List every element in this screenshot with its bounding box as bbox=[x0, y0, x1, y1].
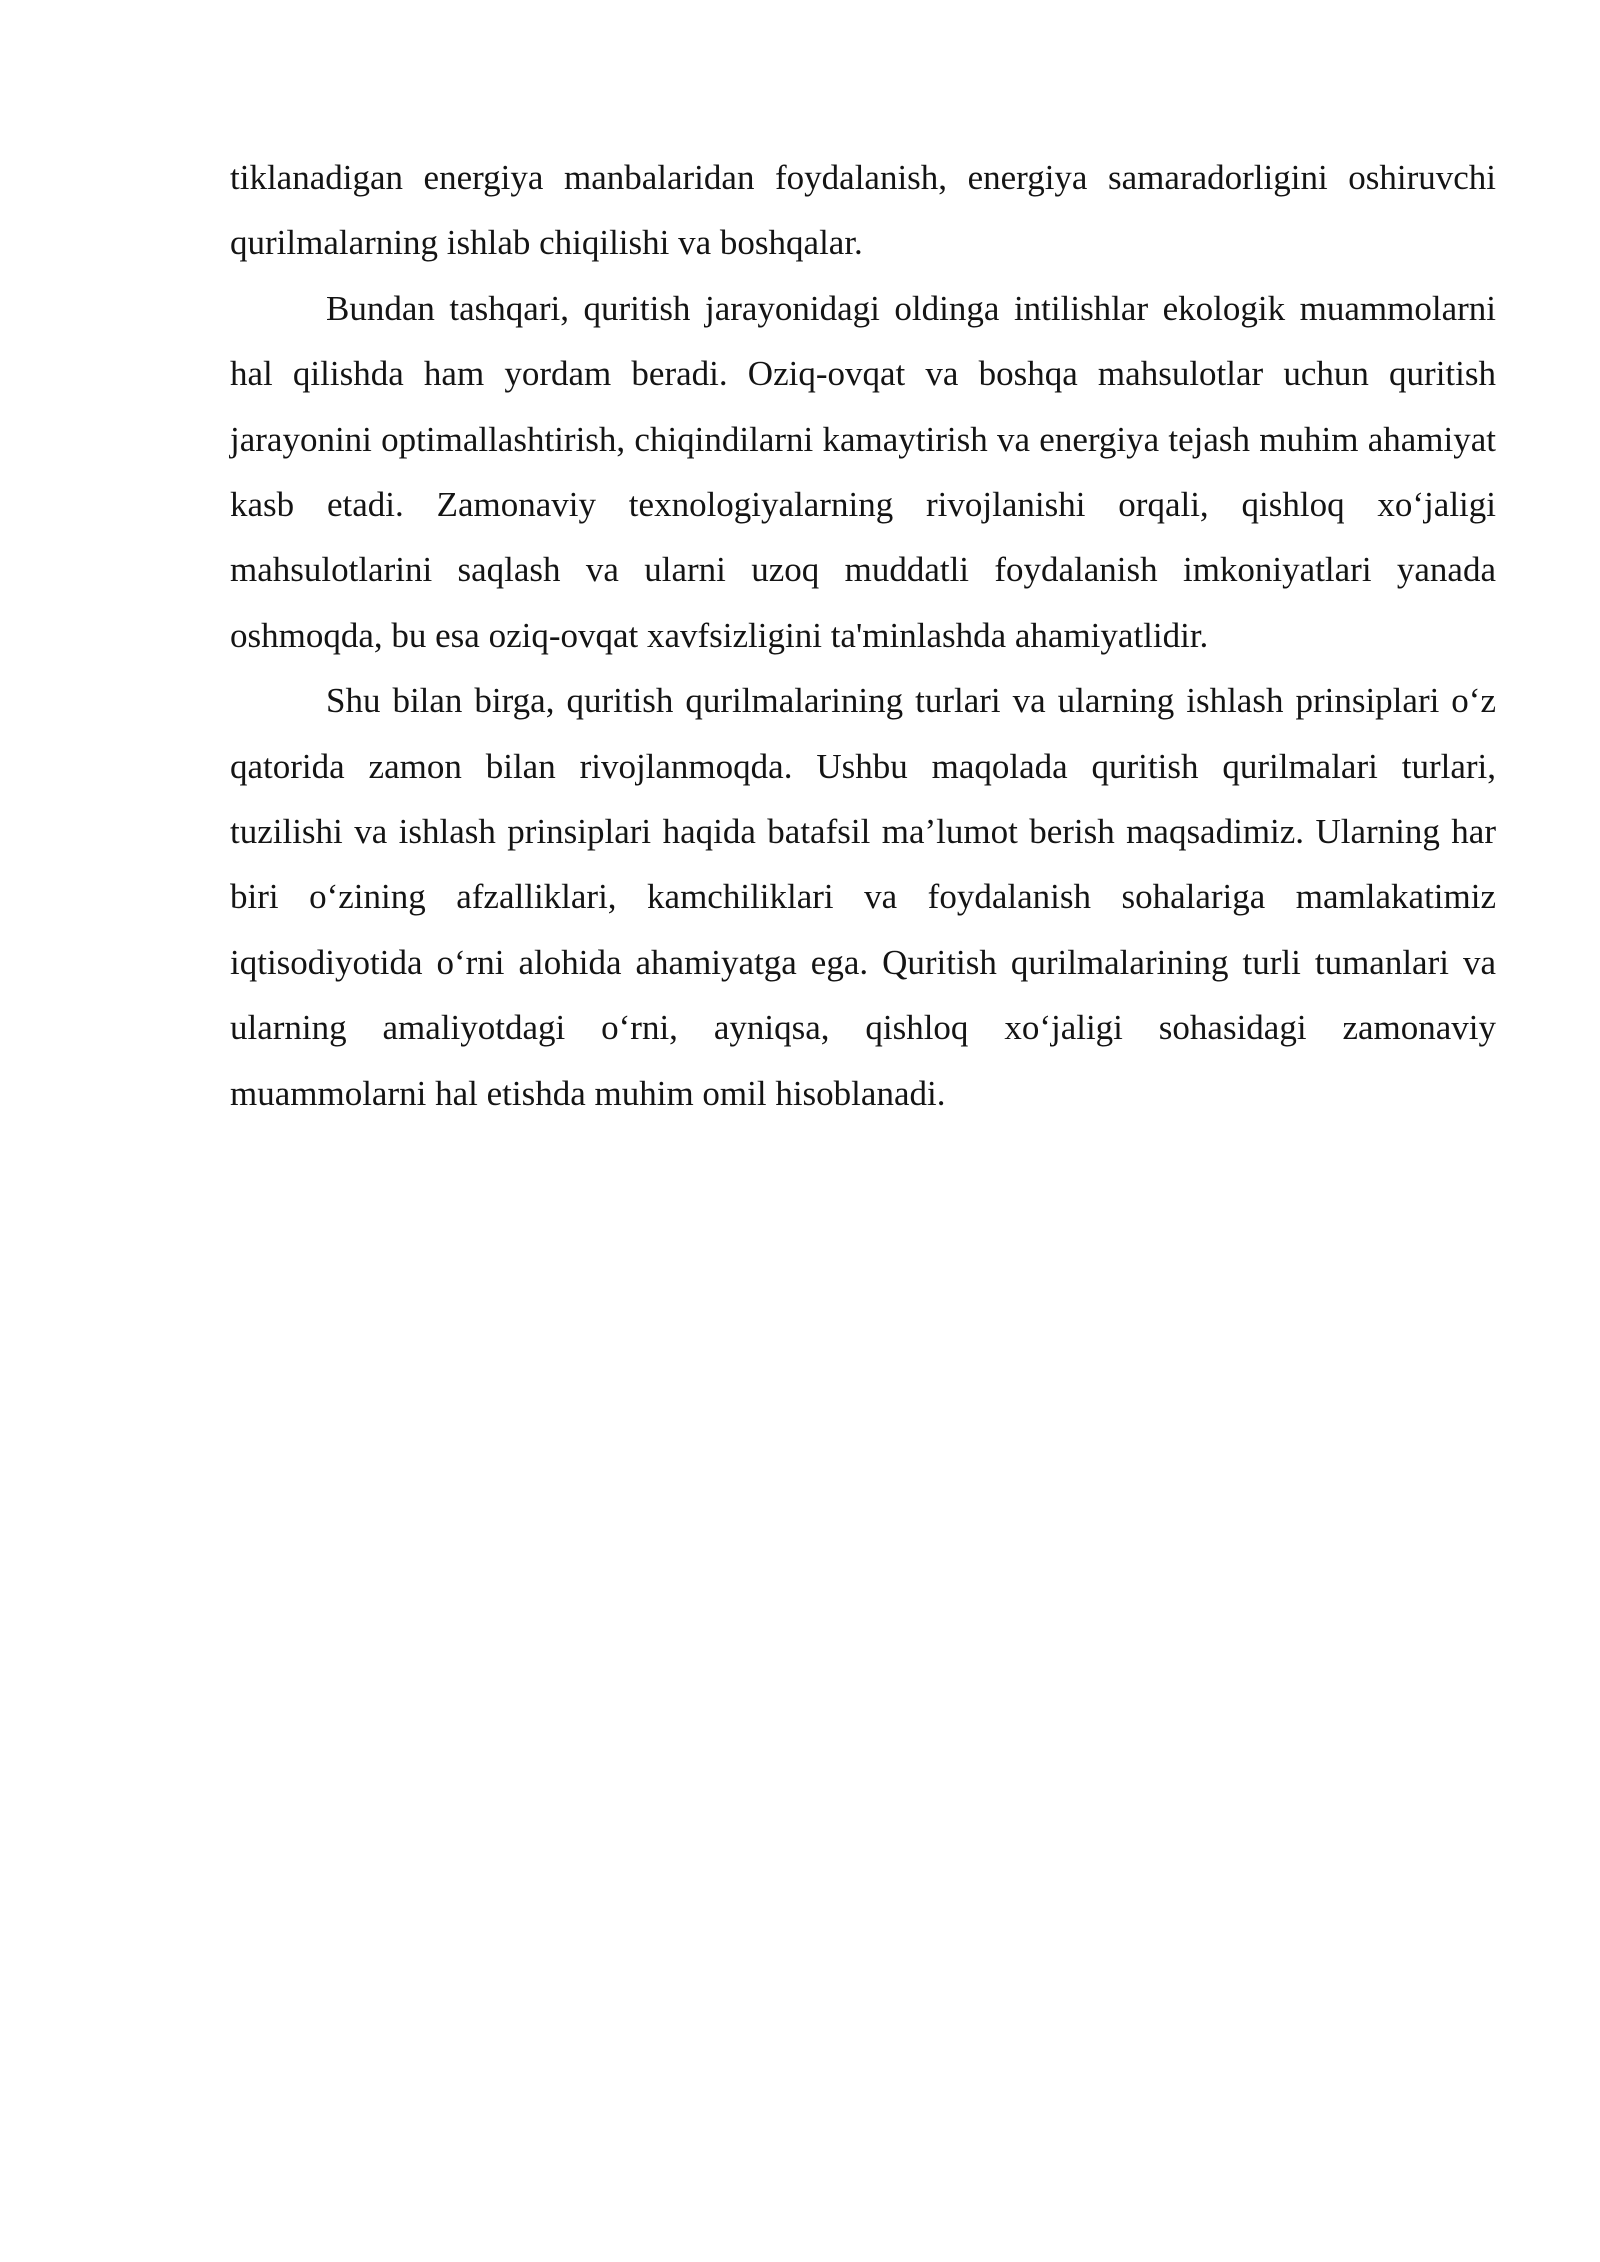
paragraph-ecological-problems: Bundan tashqari, quritish jarayonidagi oldinga intilishlar ekologik muammolarni hal qilishda ham yordam beradi. Oziq-ovqat va boshqa mahsulotlar uchun quritish jarayonini optimallashtirish, chiqindilarni kamaytirish va energiya tejash muhim ahamiyat kasb etadi. Zamonaviy texnologiyalarning rivojlanishi orqali, qishloq xo‘jaligi mahsulotlarini saqlash va ularni uzoq muddatli foydalanish imkoniyatlari yanada oshmoqda, bu esa oziq-ovqat xavfsizligini ta'minlashda ahamiyatlidir. bbox=[230, 288, 1496, 655]
document-body bbox=[230, 145, 1496, 1126]
paragraph-continuation: tiklanadigan energiya manbalaridan foydalanish, energiya samaradorligini oshiruvchi qurilmalarning ishlab chiqilishi va boshqalar. bbox=[230, 158, 1496, 263]
paragraph-drying-devices: Shu bilan birga, quritish qurilmalarining turlari va ularning ishlash prinsiplari o‘z qatorida zamon bilan rivojlanmoqda. Ushbu maqolada quritish qurilmalari turlari, tuzilishi va ishlash prinsiplari haqida batafsil ma’lumot berish maqsadimiz. Ularning har biri o‘zining afzalliklari, kamchiliklari va foydalanish sohalariga mamlakatimiz iqtisodiyotida o‘rni alohida ahamiyatga ega. Quritish qurilmalarining turli tumanlari va ularning amaliyotdagi o‘rni, ayniqsa, qishloq xo‘jaligi sohasidagi zamonaviy muammolarni hal etishda muhim omil hisoblanadi. bbox=[230, 681, 1496, 1113]
